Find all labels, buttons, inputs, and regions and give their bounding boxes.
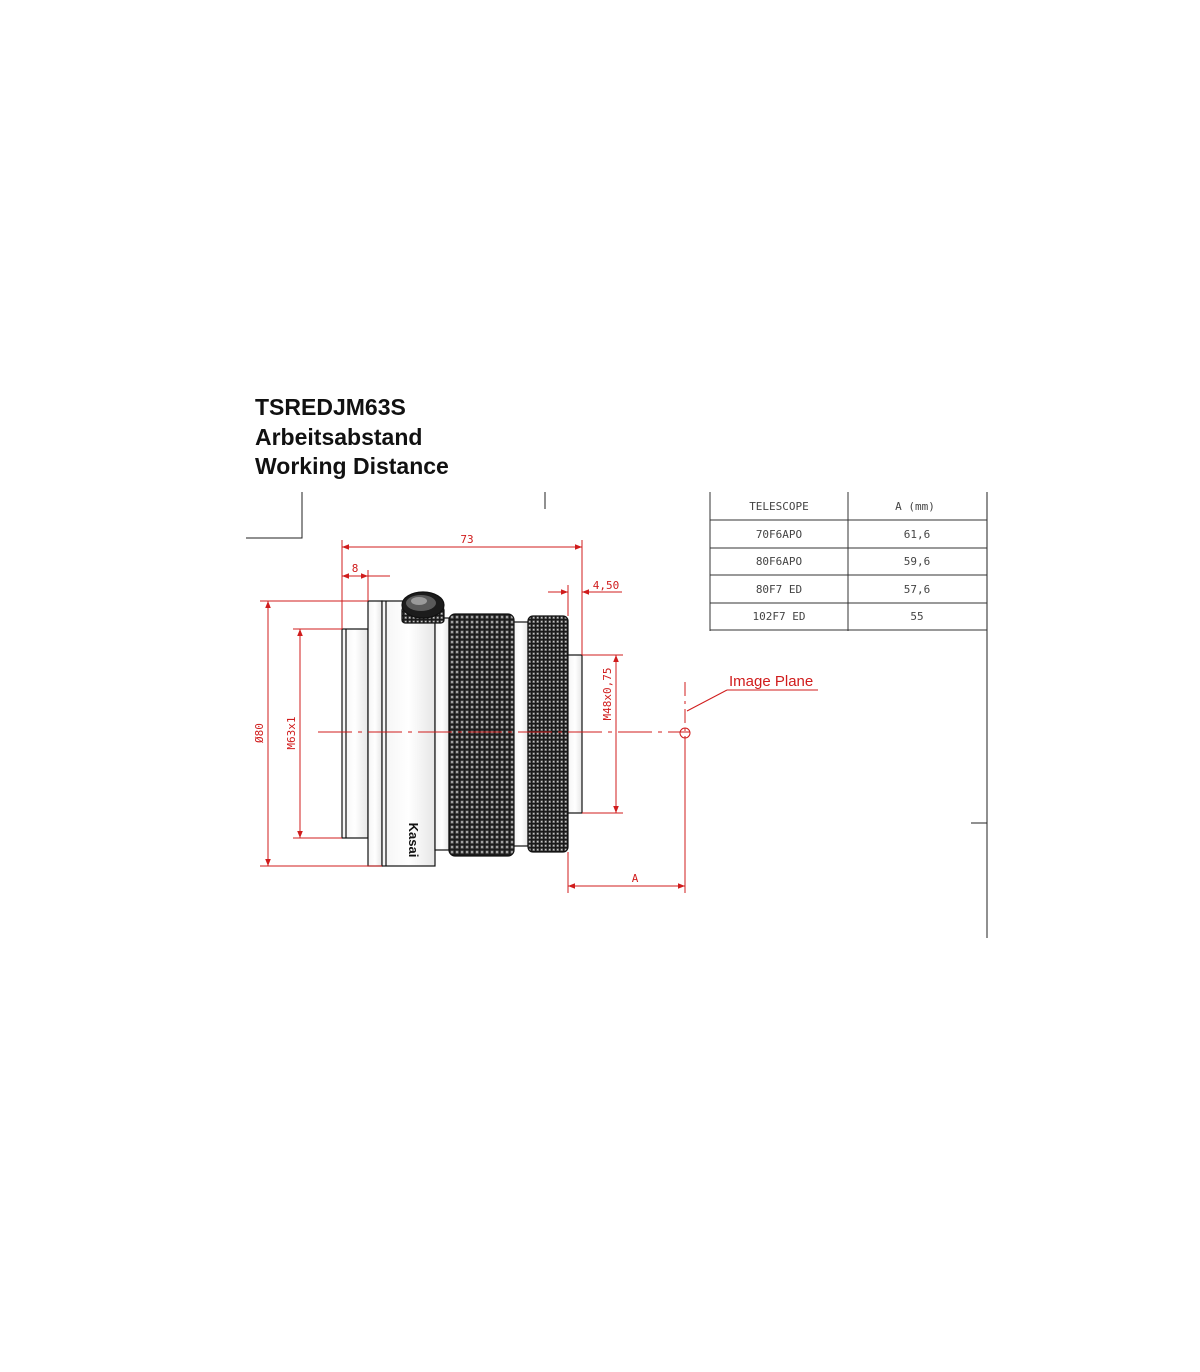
title-english: Working Distance	[255, 453, 449, 479]
brand-label: Kasai	[406, 822, 421, 858]
table-header-telescope: TELESCOPE	[749, 500, 809, 513]
table-cell-telescope: 102F7 ED	[752, 610, 806, 623]
dim-front-flange: 8	[351, 562, 359, 575]
working-distance-table	[710, 492, 987, 631]
product-code: TSREDJM63S	[255, 394, 406, 420]
table-header-a: A (mm)	[895, 500, 935, 513]
table-cell-a: 57,6	[903, 583, 931, 596]
dim-rear-offset: 4,50	[592, 579, 620, 592]
table-cell-telescope: 80F6APO	[755, 555, 803, 568]
title-german: Arbeitsabstand	[255, 423, 423, 450]
ring-separator	[514, 622, 528, 846]
body-step	[435, 618, 449, 850]
knurled-ring-rear	[528, 616, 568, 852]
image-plane-label: Image Plane	[729, 673, 814, 690]
front-flange	[368, 601, 382, 866]
table-cell-a: 61,6	[903, 528, 931, 541]
table-cell-a: 55	[910, 610, 924, 623]
rear-thread-section	[568, 655, 582, 813]
dim-outer-diameter: Ø80	[253, 723, 266, 743]
table-cell-a: 59,6	[903, 555, 931, 568]
dim-rear-thread: M48x0,75	[601, 667, 614, 721]
dim-working-distance: A	[631, 872, 639, 885]
reducer-body	[342, 592, 582, 866]
dim-overall-length: 73	[460, 533, 474, 546]
table-cell-telescope: 80F7 ED	[755, 583, 803, 596]
table-cell-telescope: 70F6APO	[755, 528, 803, 541]
dim-front-thread: M63x1	[285, 716, 298, 750]
knurled-ring-main	[449, 614, 514, 856]
